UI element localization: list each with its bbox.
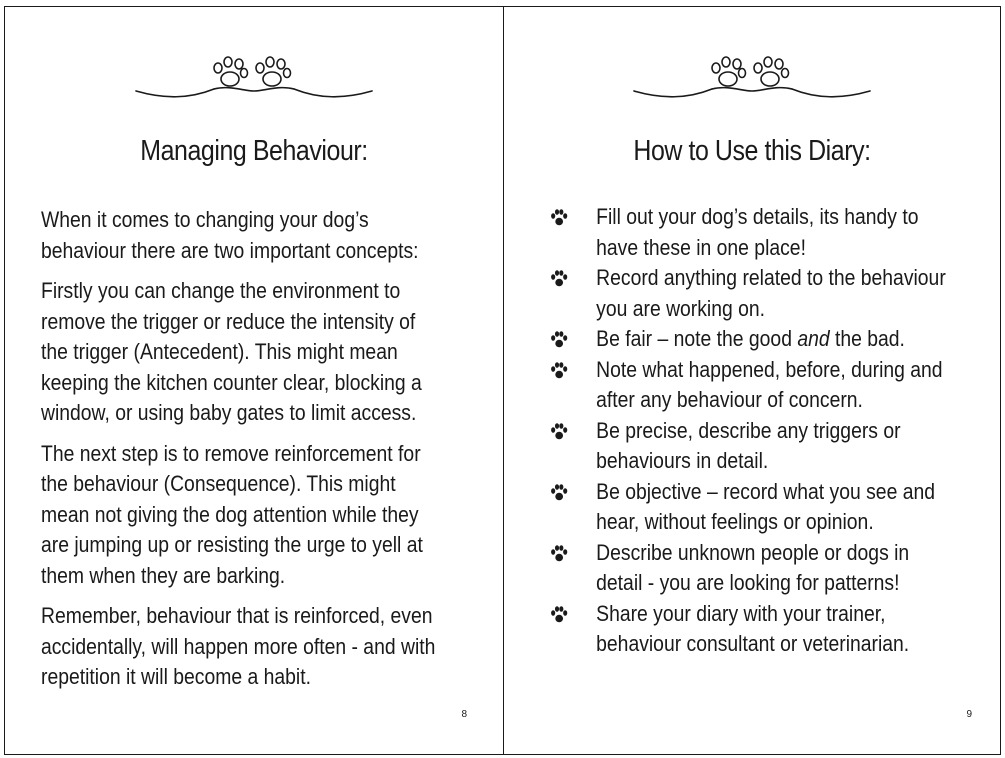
list-item-text — [596, 326, 905, 351]
paw-print-icon — [550, 545, 569, 563]
paw-print-icon — [550, 484, 569, 502]
paw-print-icon — [550, 331, 569, 349]
paw-print-icon — [550, 423, 569, 441]
list-item-text: Note what happened, before, during and after any behaviour of concern. — [596, 356, 943, 412]
paragraph: Remember, behaviour that is reinforced, even accidentally, will happen more often - and with repetition it will become a habit. — [41, 603, 436, 689]
list-item — [548, 599, 961, 660]
paw-prints-divider-icon — [632, 55, 872, 99]
right-page — [503, 6, 1001, 755]
page-number: 8 — [461, 709, 467, 720]
list-item — [548, 324, 961, 355]
list-item — [548, 355, 961, 416]
paragraph: The next step is to remove reinforcement for the behaviour (Consequence). This might mean not giving the dog attention while they are jumping up or resisting the urge to yell at them when they are barking. — [41, 440, 423, 588]
paw-print-icon — [550, 606, 569, 624]
paw-print-icon — [550, 209, 569, 227]
page-title: Managing Behaviour: — [140, 135, 368, 167]
list-item-text: Describe unknown people or dogs in detail - you are looking for patterns! — [596, 539, 910, 595]
body-text — [41, 205, 445, 703]
list-item-text-before: Be fair – note the good — [596, 326, 798, 351]
paw-print-icon — [550, 270, 569, 288]
list-item — [548, 477, 961, 538]
list-item-text: Be precise, describe any triggers or behaviours in detail. — [596, 417, 901, 473]
list-item-text: Be objective – record what you see and hear, without feelings or opinion. — [596, 478, 935, 534]
list-item — [548, 416, 961, 477]
paw-prints-divider-icon — [134, 55, 374, 99]
list-item-text: Record anything related to the behaviour you are working on. — [596, 265, 946, 321]
page-number: 9 — [966, 709, 972, 720]
paragraph: When it comes to changing your dog’s behaviour there are two important concepts: — [41, 207, 419, 263]
left-page — [4, 6, 504, 755]
list-item-text: Fill out your dog’s details, its handy to have these in one place! — [596, 204, 919, 260]
paw-print-icon — [550, 362, 569, 380]
list-item-text: Share your diary with your trainer, behaviour consultant or veterinarian. — [596, 600, 910, 656]
tips-list — [548, 202, 961, 660]
list-item — [548, 538, 961, 599]
list-item — [548, 263, 961, 324]
page-title: How to Use this Diary: — [633, 135, 871, 167]
list-item-text-after: the bad. — [829, 326, 905, 351]
paragraph: Firstly you can change the environment to remove the trigger or reduce the intensity of the trigger (Antecedent). This might mean keeping the kitchen counter clear, blocking a window, or using baby gates to limit access. — [41, 278, 422, 425]
emphasis-text: and — [797, 326, 830, 351]
list-item — [548, 202, 961, 263]
